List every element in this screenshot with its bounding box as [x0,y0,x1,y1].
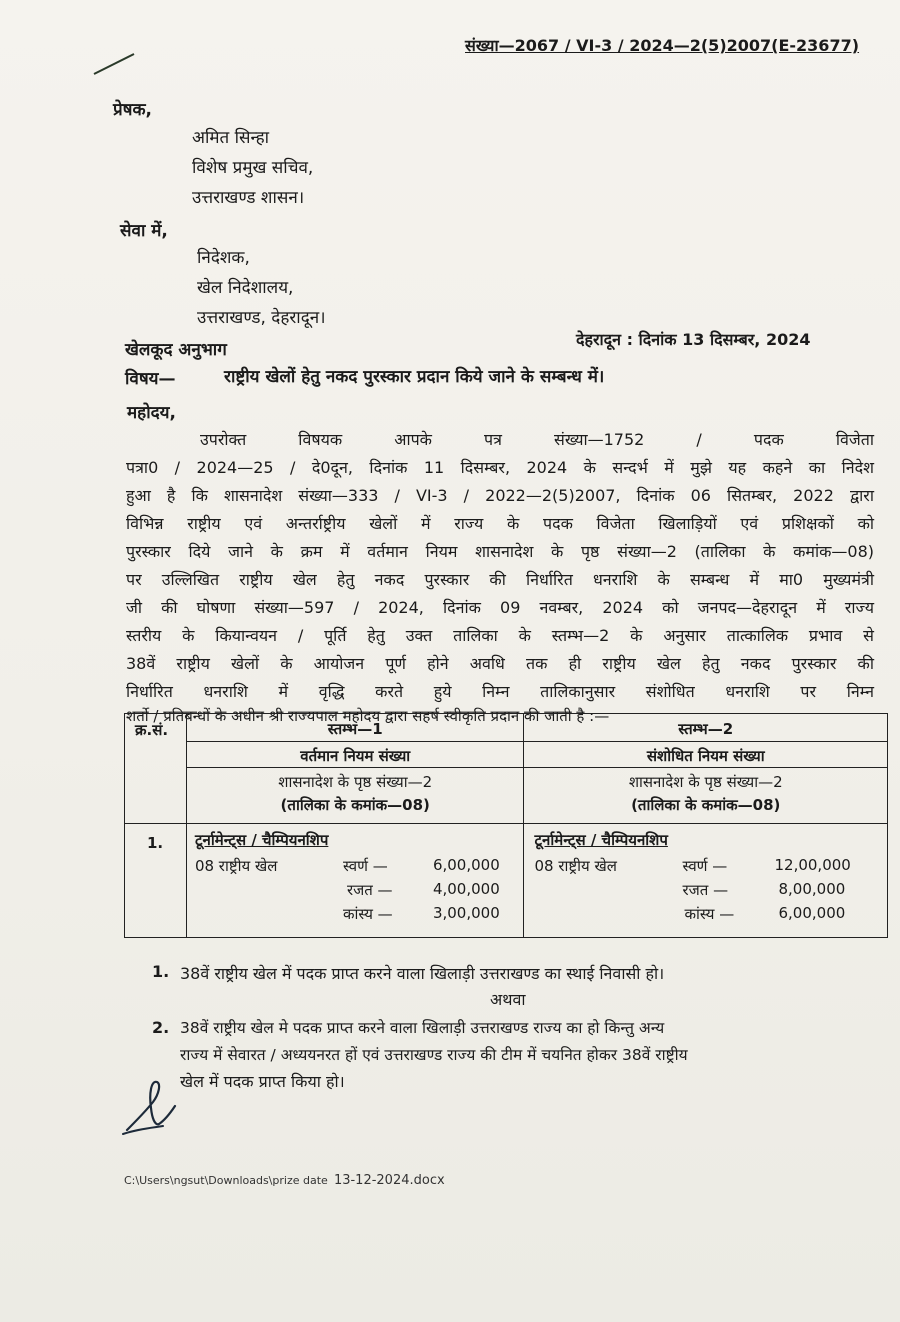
table-col2-sub: संशोधित नियम संख्या [524,742,888,768]
table-col2-category: टूर्नामेन्ट्स / चैम्पियनशिप [534,831,668,849]
condition-2-line3: खेल में पदक प्राप्त किया हो। [180,1072,345,1091]
file-path-name: 13-12-2024.docx [333,1173,445,1188]
condition-1-number: 1. [152,962,170,981]
table-col1-category: टूर्नामेन्ट्स / चैम्पियनशिप [194,831,329,849]
salutation: महोदय, [127,403,176,423]
prize-table [124,713,888,938]
body-line-2: पत्रा0 / 2024—25 / दे0दून, दिनांक 11 दिसम्बर, 2024 के सन्दर्भ में मुझे यह कहने का निदेश [126,458,874,477]
table-col2-ref1: शासनादेश के पृष्ठ संख्या—2 [628,773,783,791]
reference-number: संख्या—2067 / VI-3 / 2024—2(5)2007(E-23677) [465,36,860,55]
condition-2-line1: 38वें राष्ट्रीय खेल मे पदक प्राप्त करने वाला खिलाड़ी उत्तराखण्ड राज्य का हो किन्तु अन्य [180,1019,665,1037]
table-col1-ref2: (तालिका के कमांक—08) [280,796,430,814]
handwritten-initials [115,1072,185,1142]
col2-silver-label: रजत — [682,881,729,899]
body-line-7: जी की घोषणा संख्या—597 / 2024, दिनांक 09 नवम्बर, 2024 को जनपद—देहरादून में राज्य [126,598,874,617]
sender-name: अमित सिन्हा [192,128,270,148]
department: खेलकूद अनुभाग [125,340,227,360]
body-line-1: उपरोक्त विषयक आपके पत्र संख्या—1752 / पदक विजेता [200,430,874,449]
col1-bronze-label: कांस्य — [342,905,393,923]
sender-designation: विशेष प्रमुख सचिव, [192,158,314,178]
col1-bronze-amount: 3,00,000 [432,904,500,922]
body-line-3: हुआ है कि शासनादेश संख्या—333 / VI-3 / 2022—2(5)2007, दिनांक 06 सितम्बर, 2022 द्वारा [126,486,874,505]
recipient-title: निदेशक, [197,248,250,268]
body-line-8: स्तरीय के कियान्वयन / पूर्ति हेतु उक्त तालिका के स्तम्भ—2 के अनुसार तात्कालिक प्रभाव से [126,626,874,645]
subject-text: राष्ट्रीय खेलों हेतु नकद पुरस्कार प्रदान किये जाने के सम्बन्ध में। [224,367,605,387]
table-col1-ref1: शासनादेश के पृष्ठ संख्या—2 [278,773,433,791]
table-col2-event: 08 राष्ट्रीय खेल [534,857,617,875]
place-date: देहरादून : दिनांक 13 दिसम्बर, 2024 [576,330,811,349]
table-col2-ref2: (तालिका के कमांक—08) [631,796,781,814]
condition-1-text: 38वें राष्ट्रीय खेल में पदक प्राप्त करने वाला खिलाड़ी उत्तराखण्ड का स्थाई निवासी हो। [180,964,665,983]
table-sno-header: क्र.सं. [125,714,187,824]
col2-gold-label: स्वर्ण — [682,857,728,875]
col1-gold-amount: 6,00,000 [432,856,500,874]
recipient-office: खेल निदेशालय, [197,278,294,298]
sender-office: उत्तराखण्ड शासन। [192,188,305,208]
condition-2-number: 2. [152,1018,170,1037]
col2-bronze-label: कांस्य — [684,905,735,923]
body-line-11: शर्तो / प्रतिबन्धों के अधीन श्री राज्यपाल महोदय द्वारा सहर्ष स्वीकृति प्रदान की जाती है :— [126,707,610,725]
sender-label: प्रेषक, [113,100,153,120]
condition-or: अथवा [490,990,526,1009]
file-path-dir: C:\Users\ngsut\Downloads\prize date [124,1174,328,1187]
recipient-location: उत्तराखण्ड, देहरादून। [197,308,326,328]
table-col2-ref [524,768,888,824]
body-line-5: पुरस्कार दिये जाने के क्रम में वर्तमान नियम शासनादेश के पृष्ठ संख्या—2 (तालिका के कमांक—08) [126,542,874,561]
table-col1-body [186,824,524,938]
body-line-9: 38वें राष्ट्रीय खेलों के आयोजन पूर्ण होने अवधि तक ही राष्ट्रीय खेल हेतु नकद पुरस्कार की [126,654,874,673]
subject-label: विषय— [125,369,176,389]
body-line-4: विभिन्न राष्ट्रीय एवं अन्तर्राष्ट्रीय खेलों में राज्य के पदक विजेता खिलाड़ियों एवं प्रशिक्षकों को [126,514,874,533]
table-col1-event: 08 राष्ट्रीय खेल [194,857,278,875]
table-row-sno: 1. [125,824,187,938]
table-col1-ref [186,768,524,824]
body-line-6: पर उल्लिखित राष्ट्रीय खेल हेतु नकद पुरस्कार की निर्धारित धनराशि के सम्बन्ध में मा0 मुख्यमंत्री [126,570,874,589]
table-col1-header: स्तम्भ—1 [186,714,524,742]
col2-silver-amount: 8,00,000 [778,880,846,898]
col2-bronze-amount: 6,00,000 [778,904,846,922]
col2-gold-amount: 12,00,000 [774,856,851,874]
table-col1-sub: वर्तमान नियम संख्या [186,742,524,768]
body-line-10: निर्धारित धनराशि में वृद्धि करते हुये निम्न तालिकानुसार संशोधित धनराशि पर निम्न [126,682,874,701]
file-path [124,1173,445,1188]
condition-2-line2: राज्य में सेवारत / अध्ययनरत हों एवं उत्तराखण्ड राज्य की टीम में चयनित होकर 38वें राष्ट्रीय [180,1046,688,1064]
col1-silver-label: रजत — [346,881,393,899]
table-col2-header: स्तम्भ—2 [524,714,888,742]
pen-mark [90,48,140,78]
table-col2-body [524,824,888,938]
col1-silver-amount: 4,00,000 [432,880,500,898]
col1-gold-label: स्वर्ण — [342,857,388,875]
recipient-label: सेवा में, [120,221,168,241]
